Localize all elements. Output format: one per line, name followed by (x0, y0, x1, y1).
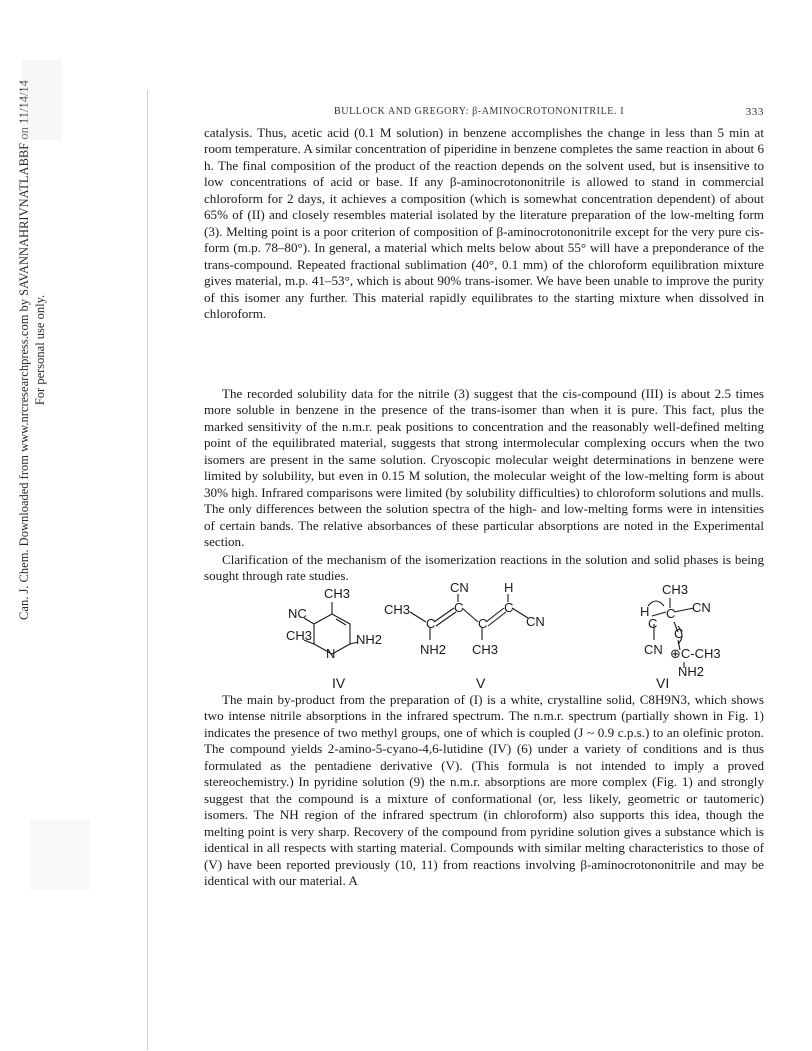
paragraph-1: catalysis. Thus, acetic acid (0.1 M solution) in benzene accomplishes the change in less than 5 min at room temperature. A similar concentration of piperidine in benzene completes the same reaction in about 6 h. The final composition of the product of the reaction depends on the solvent used, but is insensitive to low concentrations of acid or base. If any β-aminocrotononitrile is allowed to stand in commercial chloroform for 2 days, it achieves a composition (which is somewhat concentration dependent) of about 65% of (II) and closely resembles material isolated by the literature preparation of the low-melting form (3). Melting point is a poor criterion of composition of β-aminocrotononitrile except for the very pure cis-form (m.p. 78–80°). In general, a material which melts below about 55° will have a preponderance of the trans-compound. Repeated fractional sublimation (40°, 0.1 mm) of the chloroform equilibration mixture gives material, m.p. 41–53°, which is about 90% trans-isomer. We have been unable to improve the purity of this isomer any further. This material rapidly equilibrates to the starting mixture when dissolved in chloroform. (204, 125, 764, 321)
paragraph-3: Clarification of the mechanism of the isomerization reactions in the solution and solid phases is being sought through rate studies. (204, 552, 764, 584)
v-cn-top: CN (450, 580, 469, 595)
margin-rule (147, 90, 148, 1050)
running-head (204, 106, 764, 122)
v-nh2: NH2 (420, 642, 447, 657)
ring-double-bond (336, 619, 346, 625)
v-cn-right: CN (526, 614, 545, 629)
structure-v (384, 580, 545, 691)
iv-nh2: NH2 (356, 632, 383, 647)
vi-ch3-top: CH3 (662, 582, 689, 597)
watermark-line-1: Can. J. Chem. Downloaded from www.nrcresearchpress.com by SAVANNAHRIVNATLABBF on 11/14/14 (17, 80, 31, 620)
structure-iv (286, 586, 382, 691)
vi-cn-right: CN (692, 600, 711, 615)
paragraph-4: The main by-product from the preparation of (I) is a white, crystalline solid, C8H9N3, which shows two intense nitrile absorptions in the infrared spectrum. The n.m.r. spectrum (partially shown in Fig. 1) indicates the presence of two methyl groups, one of which is coupled (J ~ 0.9 c.p.s.) to an olefinic proton. The compound yields 2-amino-5-cyano-4,6-lutidine (IV) (6) under a variety of conditions and is thus formulated as the pentadiene derivative (V). (This formula is not intended to imply a proved stereochemistry.) In pyridine solution (9) the n.m.r. absorptions are more complex (Fig. 1) and strongly suggest that the compound is a mixture of conformational (or, less likely, geometric or tautomeric) isomers. The NH region of the infrared spectrum (in chloroform) also supports this idea, though the melting point is very sharp. Recovery of the compound from pyridine solution gives a substance which is identical in all respects with starting material. Compounds with similar melting characteristics to those of (V) have been reported previously (10, 11) from reactions involving β-aminocrotononitrile and may be identical with our material. A (204, 692, 764, 888)
running-head-title: BULLOCK AND GREGORY: β-AMINOCROTONONITRILE. I (334, 106, 625, 117)
scan-artifact (22, 60, 62, 140)
bond (462, 608, 478, 622)
scan-artifact (30, 820, 90, 890)
chemical-structures-figure (286, 580, 760, 692)
paragraph-2: The recorded solubility data for the nitrile (3) suggest that the cis-compound (III) is about 2.5 times more soluble in benzene in the presence of the trans-isomer than when it is pure. This fact, plus the marked sensitivity of the n.m.r. peak positions to concentration and the reasonably well-defined melting point of the equilibrated material, suggests that strong intermolecular complexing occurs when the two isomers are present in the same solution. Cryoscopic molecular weight determinations in benzene were limited by solubility, but even in 0.15 M solution, the molecular weight of the low-melting form is about 30% high. Infrared comparisons were limited (by solubility difficulties) to chloroform solutions and mulls. The only differences between the solution spectra of the high- and low-melting forms were in intensities of certain bands. The relative absorbances of these particular absorptions are noted in the Experimental section. (204, 386, 764, 550)
vi-c2: C (648, 616, 658, 631)
vi-nh2: NH2 (678, 664, 705, 679)
v-c3: C (478, 616, 488, 631)
iv-nc: NC (288, 606, 307, 621)
v-h: H (504, 580, 514, 595)
bond (674, 608, 694, 612)
iv-ch3-top: CH3 (324, 586, 351, 601)
v-ch3-left: CH3 (384, 602, 411, 617)
caption-v: V (476, 675, 486, 691)
vi-h: H (640, 604, 650, 619)
page-number: 333 (745, 106, 764, 118)
structure-vi (640, 582, 721, 691)
v-c1: C (426, 616, 436, 631)
watermark-line-2: For personal use only. (33, 294, 47, 406)
bond (410, 612, 426, 622)
curved-arrow (648, 601, 664, 606)
vi-c1: C (666, 606, 676, 621)
v-c2: C (454, 600, 464, 615)
v-ch3-bottom: CH3 (472, 642, 499, 657)
vi-cn-bottom: CN (644, 642, 663, 657)
caption-iv: IV (332, 675, 346, 691)
vi-c3: C (674, 626, 684, 641)
caption-vi: VI (656, 675, 670, 691)
vi-cation-carbon: ⊕C-CH3 (670, 646, 721, 661)
v-c4: C (504, 600, 514, 615)
iv-ch3-left: CH3 (286, 628, 313, 643)
iv-n: N (326, 646, 336, 661)
